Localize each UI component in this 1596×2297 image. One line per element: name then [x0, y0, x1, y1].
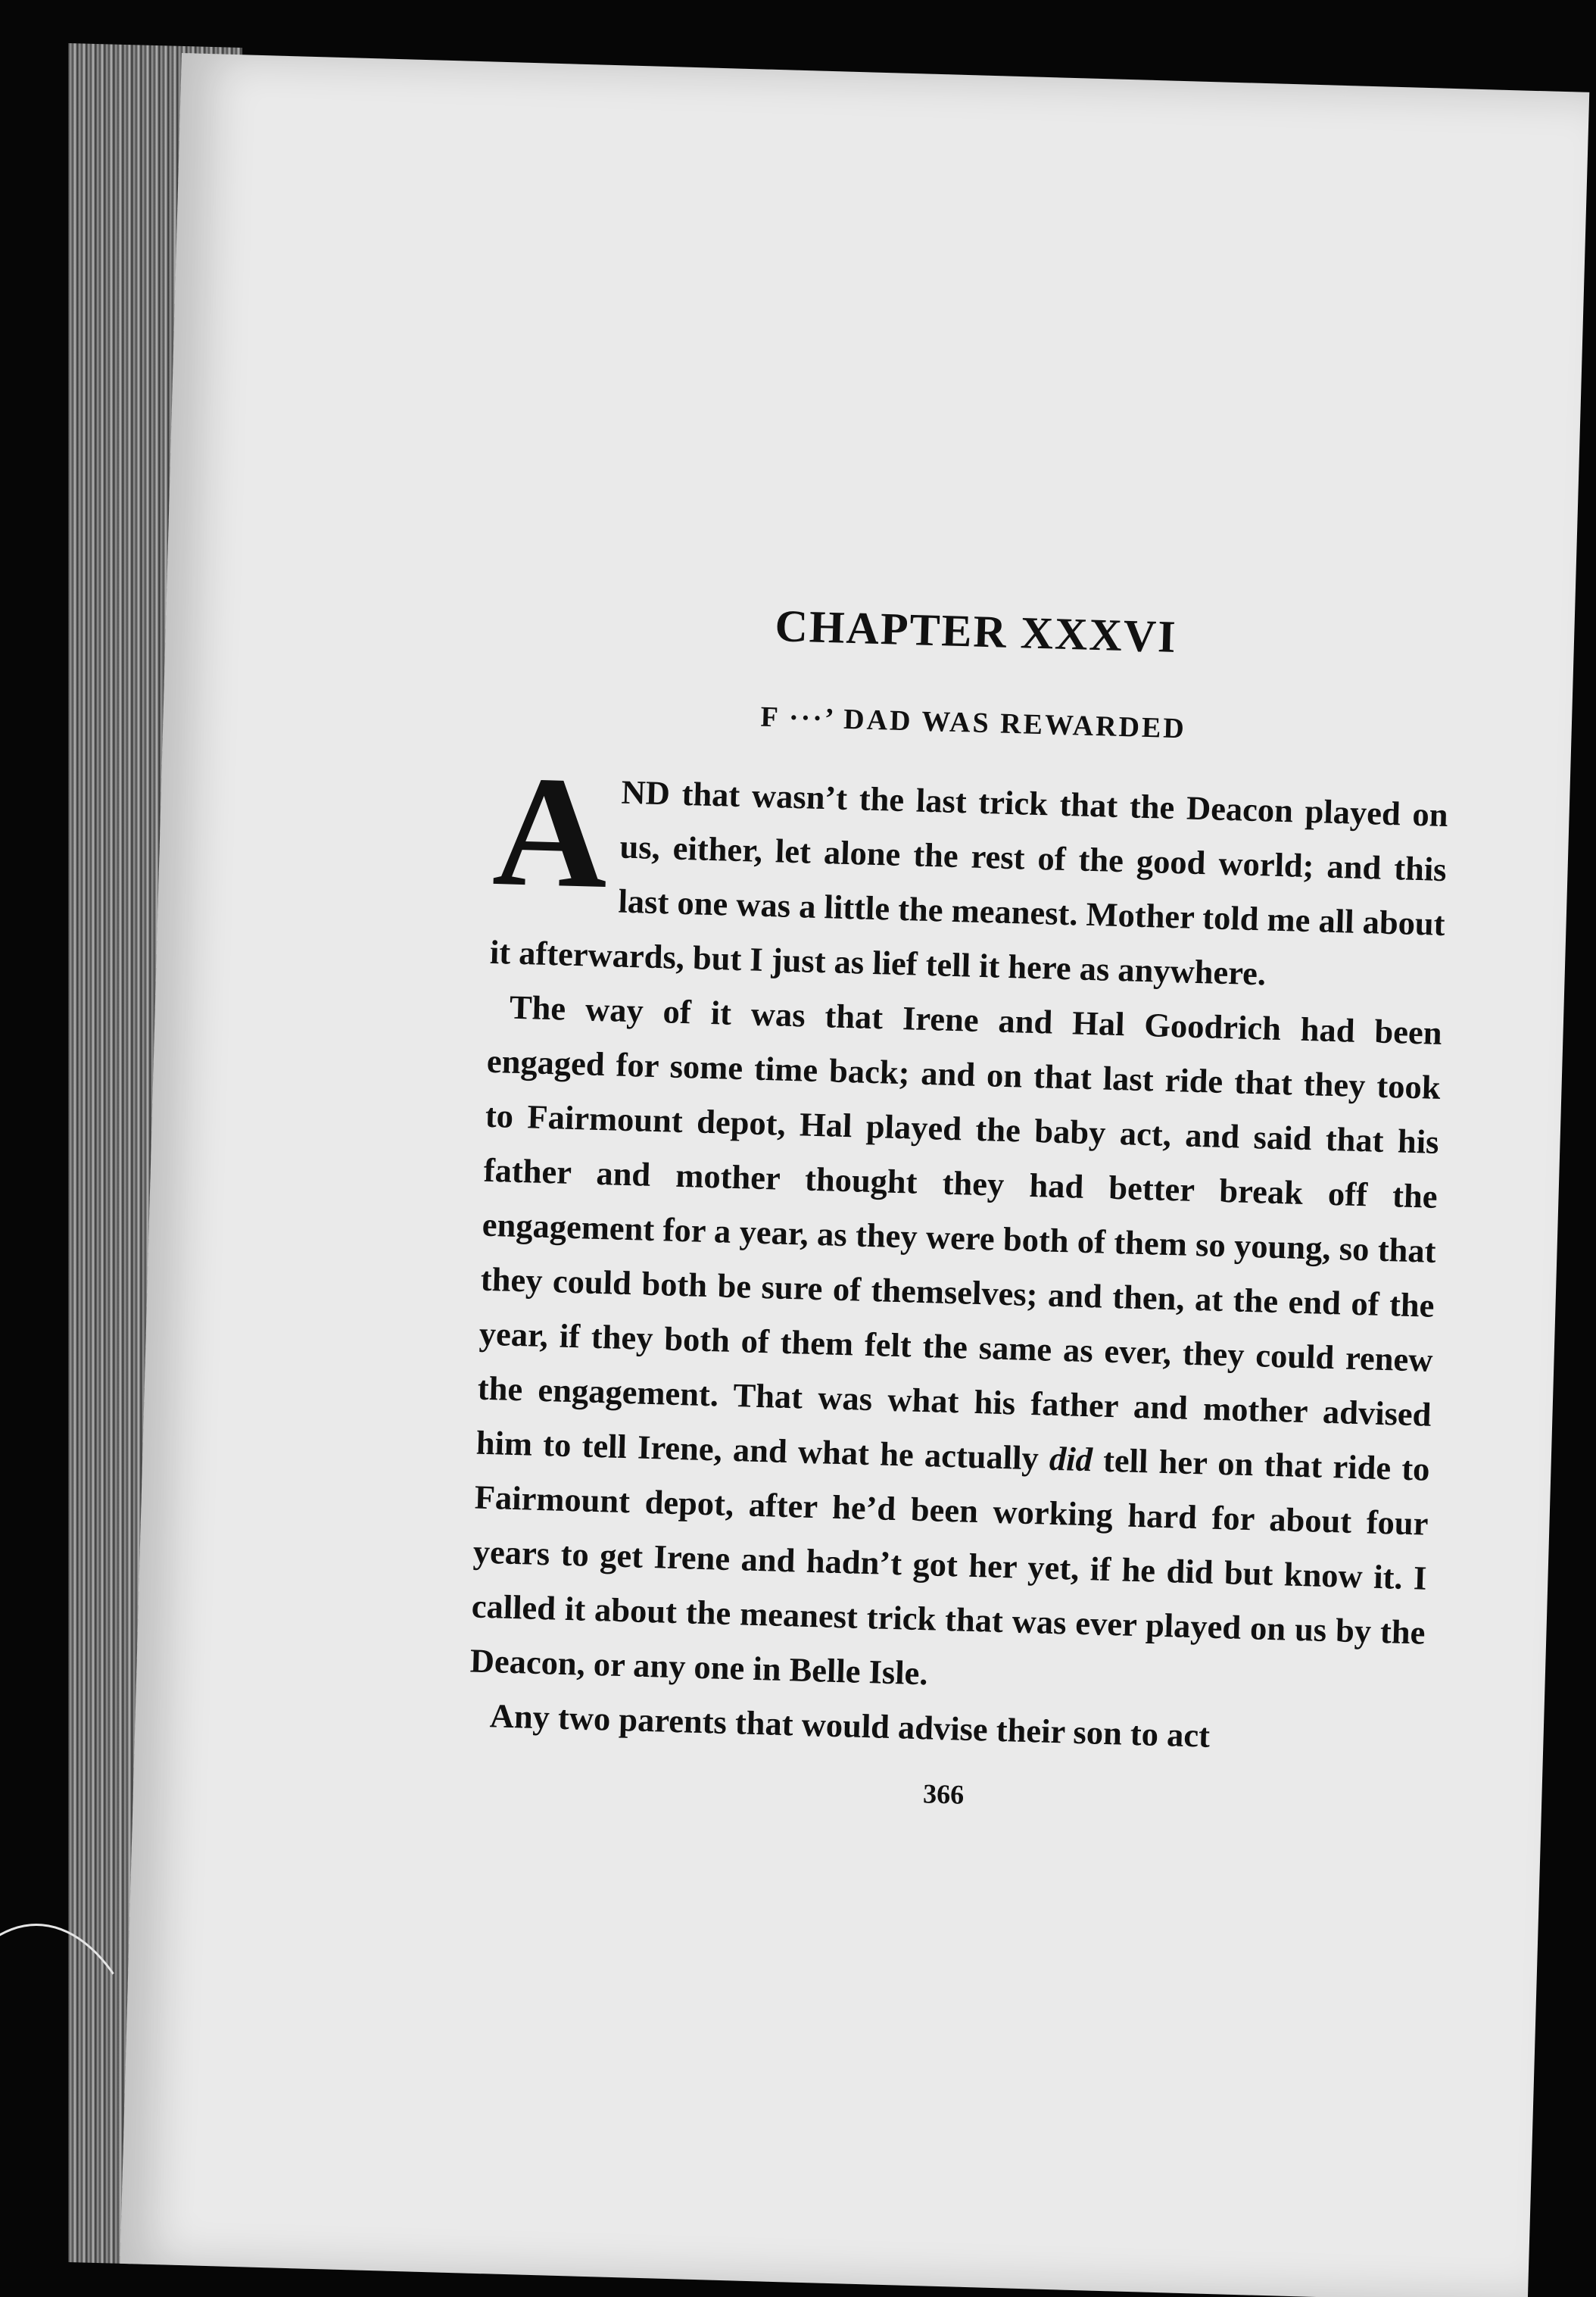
page-number: 366 [922, 1778, 965, 1810]
paragraph-2-italic: did [1049, 1439, 1093, 1479]
page-content [466, 592, 1454, 1824]
paragraph-2-text-start: The way of it was that Irene and Hal Goodrich had been engaged for some time back; and on that last ride that they took to Fairmount depot, Hal played the baby act, and said that his father and mother thought they had better break off the engagement for a year, as they were both of them so young, so that they could both be sure of themselves; and then, at the end of the year, if they both of them felt the same as ever, they could renew the engagement. That was what his father and mother advised him to tell Irene, and what he actually [475, 988, 1443, 1478]
page-sheet [120, 53, 1589, 2297]
paragraph-2 [469, 979, 1443, 1715]
drop-cap: A [491, 742, 611, 922]
paragraph-1-text: ND that wasn’t the last trick that the Deacon played on us, either, let alone the rest of the good world; and this last one was a little the meanest. Mother told me all about it afterwards, but I just as lief tell it here as anywhere. [489, 772, 1449, 993]
paragraph-1 [489, 742, 1449, 1006]
paragraph-2-text-end: tell her on that ride to Fairmount depot, after he’d been working hard for about four years to get Irene and hadn’t got her yet, if he did but know it. I called it about the meanest trick that was ever played on us by the Deacon, or any one in Belle Isle. [469, 1440, 1431, 1693]
chapter-subtitle: F ···’ DAD WAS REWARDED [760, 701, 1187, 745]
paragraph-3-text: Any two parents that would advise their son to act [489, 1696, 1211, 1755]
chapter-title: CHAPTER XXXVI [774, 601, 1178, 662]
